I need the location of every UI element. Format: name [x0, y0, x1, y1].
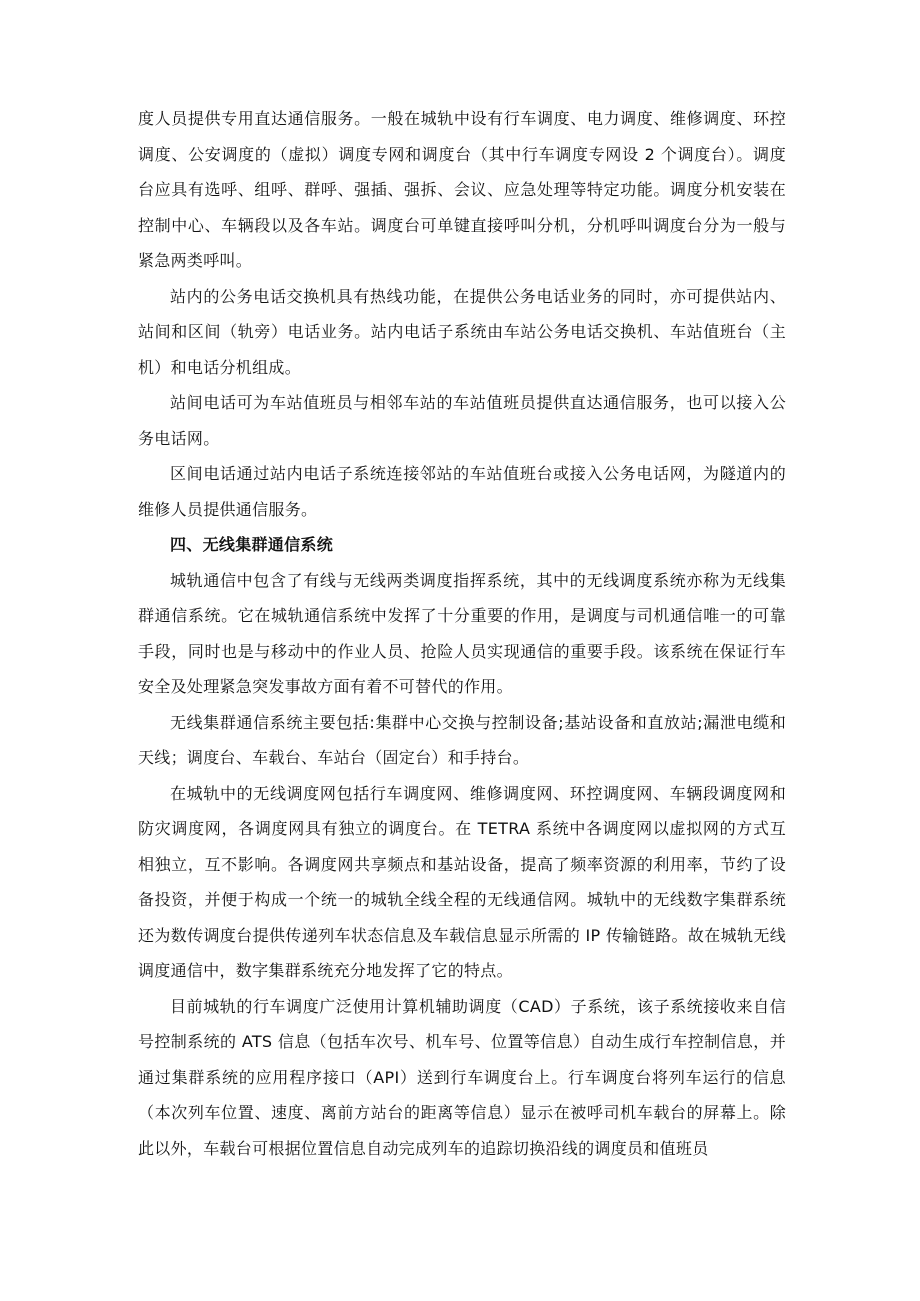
paragraph-section-phone: 区间电话通过站内电话子系统连接邻站的车站值班台或接入公务电话网，为隧道内的维修人员提供通信服务。 — [138, 464, 786, 519]
paragraph-system-components: 无线集群通信系统主要包括:集群中心交换与控制设备;基站设备和直放站;漏泄电缆和天线；调度台、车载台、车站台（固定台）和手持台。 — [138, 712, 786, 767]
paragraph-dispatch-networks: 在城轨中的无线调度网包括行车调度网、维修调度网、环控调度网、车辆段调度网和防灾调度网，各调度网具有独立的调度台。在 TETRA 系统中各调度网以虚拟网的方式互相独立，互不影响。各调度网共享频点和基站设备，提高了频率资源的利用率，节约了设备投资，并便于构成一个统一的城轨全线全程的无线通信网。城轨中的无线数字集群系统还为数传调度台提供传递列车状态信息及车载信息显示所需的 IP 传输链路。故在城轨无线调度通信中，数字集群系统充分地发挥了它的特点。 — [138, 783, 786, 980]
paragraph-wireless-overview: 城轨通信中包含了有线与无线两类调度指挥系统，其中的无线调度系统亦称为无线集群通信系统。它在城轨通信系统中发挥了十分重要的作用，是调度与司机通信唯一的可靠手段，同时也是与移动中的作业人员、抢险人员实现通信的重要手段。该系统在保证行车安全及处理紧急突发事故方面有着不可替代的作用。 — [138, 570, 786, 696]
paragraph-inter-station-phone: 站间电话可为车站值班员与相邻车站的车站值班员提供直达通信服务，也可以接入公务电话网。 — [138, 393, 786, 448]
section-heading-wireless-trunking: 四、无线集群通信系统 — [170, 535, 334, 554]
paragraph-dispatch-service: 度人员提供专用直达通信服务。一般在城轨中设有行车调度、电力调度、维修调度、环控调度、公安调度的（虚拟）调度专网和调度台（其中行车调度专网设 2 个调度台）。调度台应具有选呼、组呼、群呼、强插、强拆、会议、应急处理等特定功能。调度分机安装在控制中心、车辆段以及各车站。调度台可单键直接呼叫分机，分机呼叫调度台分为一般与紧急两类呼叫。 — [138, 109, 786, 270]
paragraph-cad-subsystem: 目前城轨的行车调度广泛使用计算机辅助调度（CAD）子系统，该子系统接收来自信号控制系统的 ATS 信息（包括车次号、机车号、位置等信息）自动生成行车控制信息，并通过集群系统的应用程序接口（API）送到行车调度台上。行车调度台将列车运行的信息（本次列车位置、速度、离前方站台的距离等信息）显示在被呼司机车载台的屏幕上。除此以外，车载台可根据位置信息自动完成列车的追踪切换沿线的调度员和值班员 — [138, 996, 786, 1158]
paragraph-station-phone-exchange: 站内的公务电话交换机具有热线功能，在提供公务电话业务的同时，亦可提供站内、站间和区间（轨旁）电话业务。站内电话子系统由车站公务电话交换机、车站值班台（主机）和电话分机组成。 — [138, 286, 786, 377]
document-body — [138, 101, 786, 1166]
